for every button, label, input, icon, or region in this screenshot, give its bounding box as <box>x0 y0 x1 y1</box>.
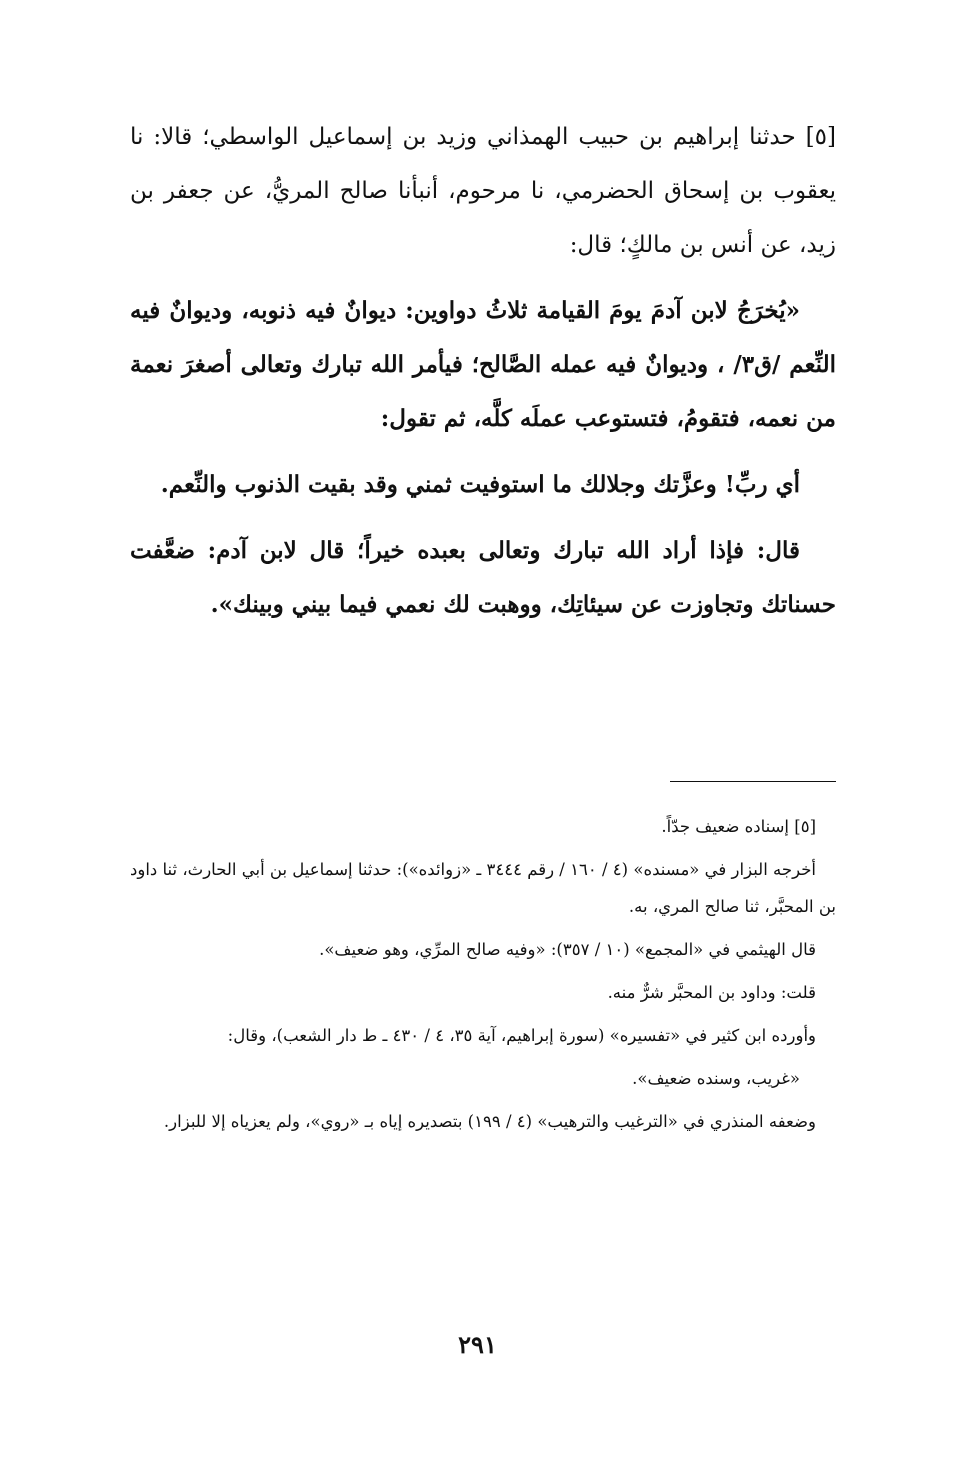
hadith-isnad-paragraph: [٥] حدثنا إبراهيم بن حبيب الهمذاني وزيد بن إسماعيل الواسطي؛ قالا: نا يعقوب بن إسحاق الحضرمي، نا مرحوم، أنبأنا صالح المريُّ، عن جعفر بن زيد، عن أنس بن مالكٍ؛ قال: <box>130 124 836 258</box>
page-number: ٢٩١ <box>458 1330 497 1359</box>
footnote-separator <box>670 781 836 782</box>
hadith-matn-paragraph-3: قال: فإذا أراد الله تبارك وتعالى بعبده خيراً؛ قال لابن آدم: ضعَّفت حسناتك وتجاوزت عن سيئاتِك، ووهبت لك نعمي فيما بيني وبينك». <box>130 537 836 618</box>
hadith-matn-paragraph: «يُخرَجُ لابن آدمَ يومَ القيامة ثلاثُ دواوين: ديوانٌ فيه ذنوبه، وديوانٌ فيه النِّعم /ق٣/ ، وديوانٌ فيه عمله الصَّالح؛ فيأمر الله تبارك وتعالى أصغرَ نعمة من نعمه، فتقومُ، فتستوعب عملَه كلَّه، ثم تقول: <box>130 297 836 432</box>
footnotes <box>130 808 836 1146</box>
hadith-matn-paragraph-2: أي ربِّ! وعزَّتك وجلالك ما استوفيت ثمني وقد بقيت الذنوب والنِّعم. <box>160 471 800 498</box>
footnote-haythami: قال الهيثمي في «المجمع» (١٠ / ٣٥٧): «وفيه صالح المرِّي، وهو ضعيف». <box>319 940 816 959</box>
footnote-grading: [٥] إسناده ضعيف جدّاً. <box>661 817 816 836</box>
footnote-takhrij: أخرجه البزار في «مسنده» (٤ / ١٦٠ / رقم ٣٤٤٤ ـ «زوائده»): حدثنا إسماعيل بن أبي الحارث، ثنا داود بن المحبَّر، ثنا صالح المري، به. <box>130 860 836 916</box>
footnote-comment: قلت: وداود بن المحبَّر شرٌّ منه. <box>607 983 816 1002</box>
footnote-ibn-kathir-quote: «غريب، وسنده ضعيف». <box>632 1069 800 1088</box>
main-text <box>130 110 836 644</box>
footnote-mundhiri: وضعفه المنذري في «الترغيب والترهيب» (٤ / ١٩٩) بتصديره إياه بـ «روي»، ولم يعزياه إلا للبزار. <box>163 1112 816 1131</box>
footnote-ibn-kathir: وأورده ابن كثير في «تفسيره» (سورة إبراهيم، آية ٣٥، ٤ / ٤٣٠ ـ ط دار الشعب)، وقال: <box>227 1026 816 1045</box>
